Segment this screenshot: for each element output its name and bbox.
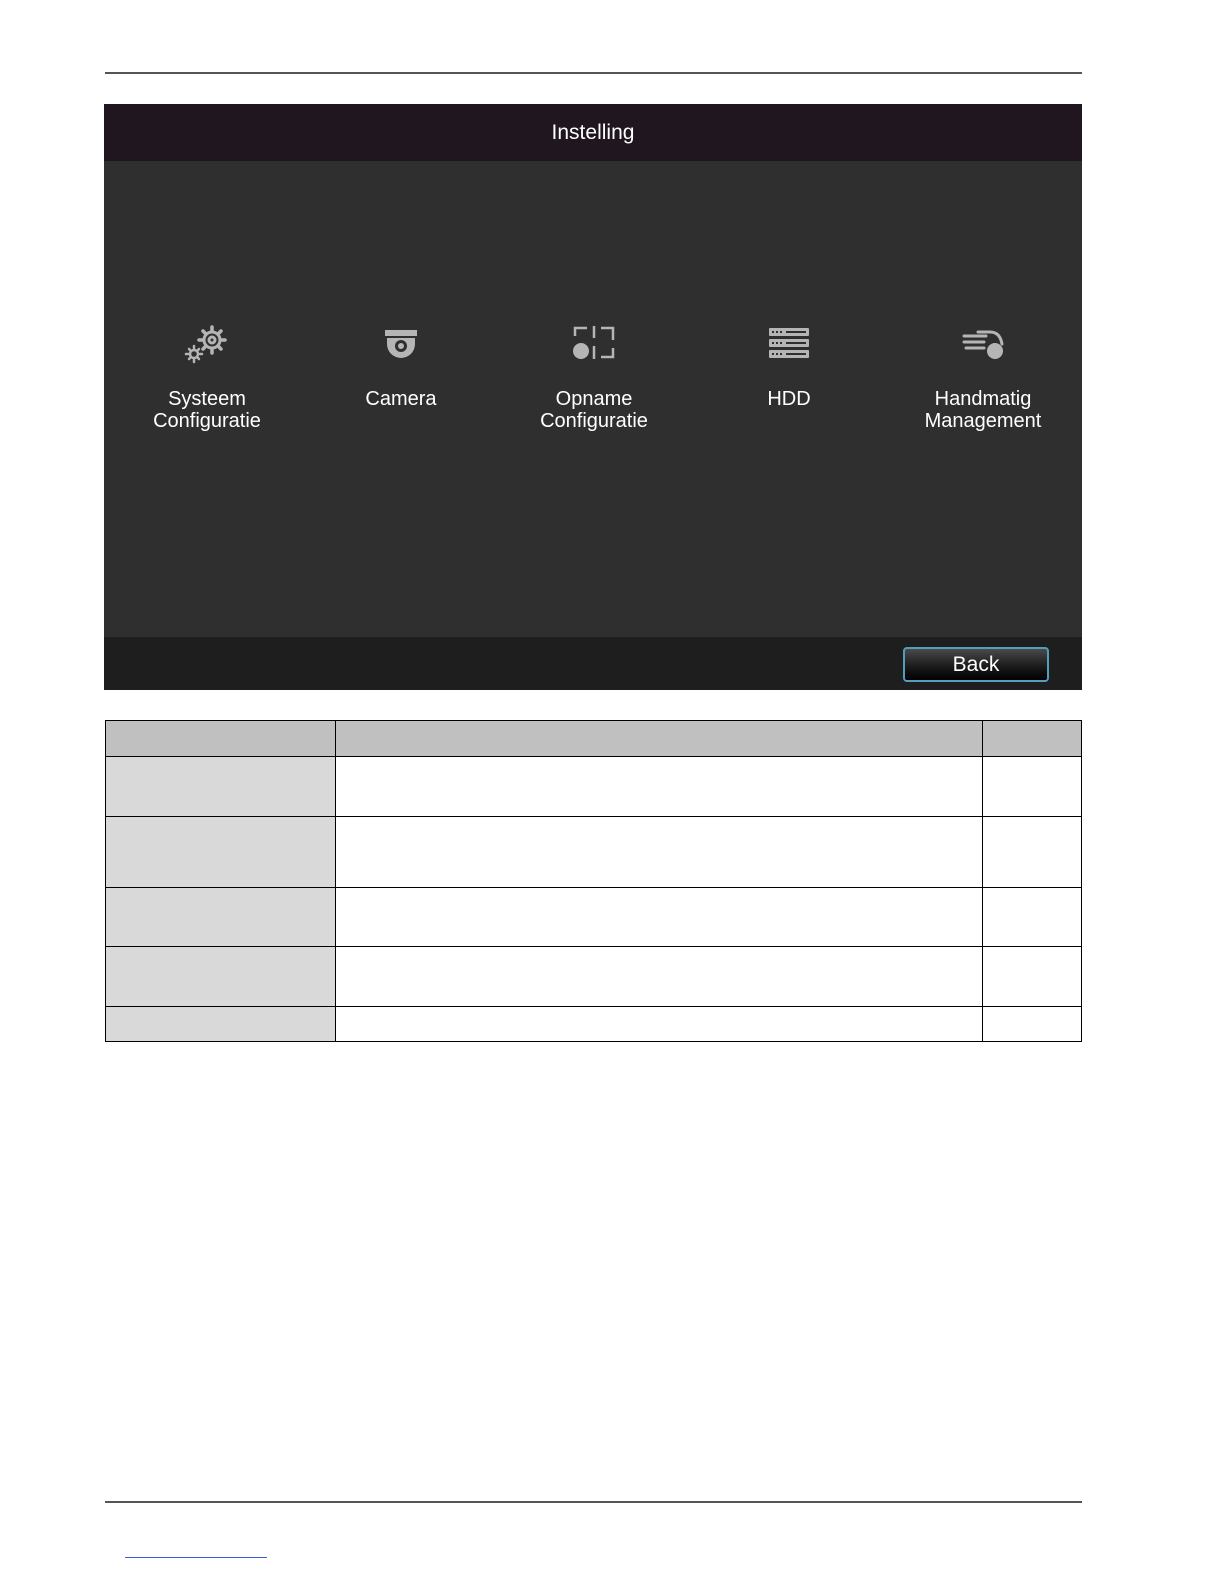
table-cell — [106, 1007, 336, 1042]
table-cell — [336, 817, 983, 888]
table-row — [106, 888, 1082, 947]
menu-item-label: Opname Configuratie — [540, 388, 648, 432]
screen-footer — [104, 637, 1082, 690]
description-table — [105, 720, 1082, 1042]
table-cell — [983, 1007, 1082, 1042]
gears-icon — [180, 324, 234, 368]
page-top-rule — [105, 72, 1082, 74]
table-header-row — [106, 721, 1082, 757]
back-button[interactable]: Back — [903, 647, 1049, 682]
table-row — [106, 817, 1082, 888]
table-cell — [983, 817, 1082, 888]
table-row — [106, 1007, 1082, 1042]
table-cell — [983, 947, 1082, 1007]
table-header-cell — [336, 721, 983, 757]
menu-item-opname-configuratie[interactable] — [514, 324, 674, 432]
menu-item-systeem-configuratie[interactable] — [127, 324, 287, 432]
screen-title: Instelling — [104, 104, 1082, 161]
menu-item-handmatig-management[interactable] — [903, 324, 1063, 432]
table-cell — [106, 947, 336, 1007]
menu-item-label: HDD — [767, 388, 811, 410]
table-cell — [983, 888, 1082, 947]
dome-camera-icon — [374, 324, 428, 368]
table-row — [106, 757, 1082, 817]
table-cell — [336, 947, 983, 1007]
page-bottom-rule — [105, 1501, 1082, 1503]
menu-item-label: Handmatig Management — [924, 388, 1042, 432]
table-cell — [336, 757, 983, 817]
dvr-settings-screen — [104, 104, 1082, 690]
menu-item-label: Systeem Configuratie — [153, 388, 261, 432]
table-cell — [336, 888, 983, 947]
table-cell — [106, 757, 336, 817]
record-config-icon — [567, 324, 621, 368]
hdd-icon — [762, 324, 816, 368]
menu-item-label: Camera — [365, 388, 437, 410]
menu-item-camera[interactable] — [321, 324, 481, 410]
table-cell — [336, 1007, 983, 1042]
table-header-cell — [983, 721, 1082, 757]
table-row — [106, 947, 1082, 1007]
table-header-cell — [106, 721, 336, 757]
manual-management-icon — [956, 324, 1010, 368]
menu-item-hdd[interactable] — [709, 324, 869, 410]
table-cell — [106, 888, 336, 947]
table-cell — [983, 757, 1082, 817]
footer-link-underline[interactable] — [125, 1557, 267, 1558]
table-cell — [106, 817, 336, 888]
